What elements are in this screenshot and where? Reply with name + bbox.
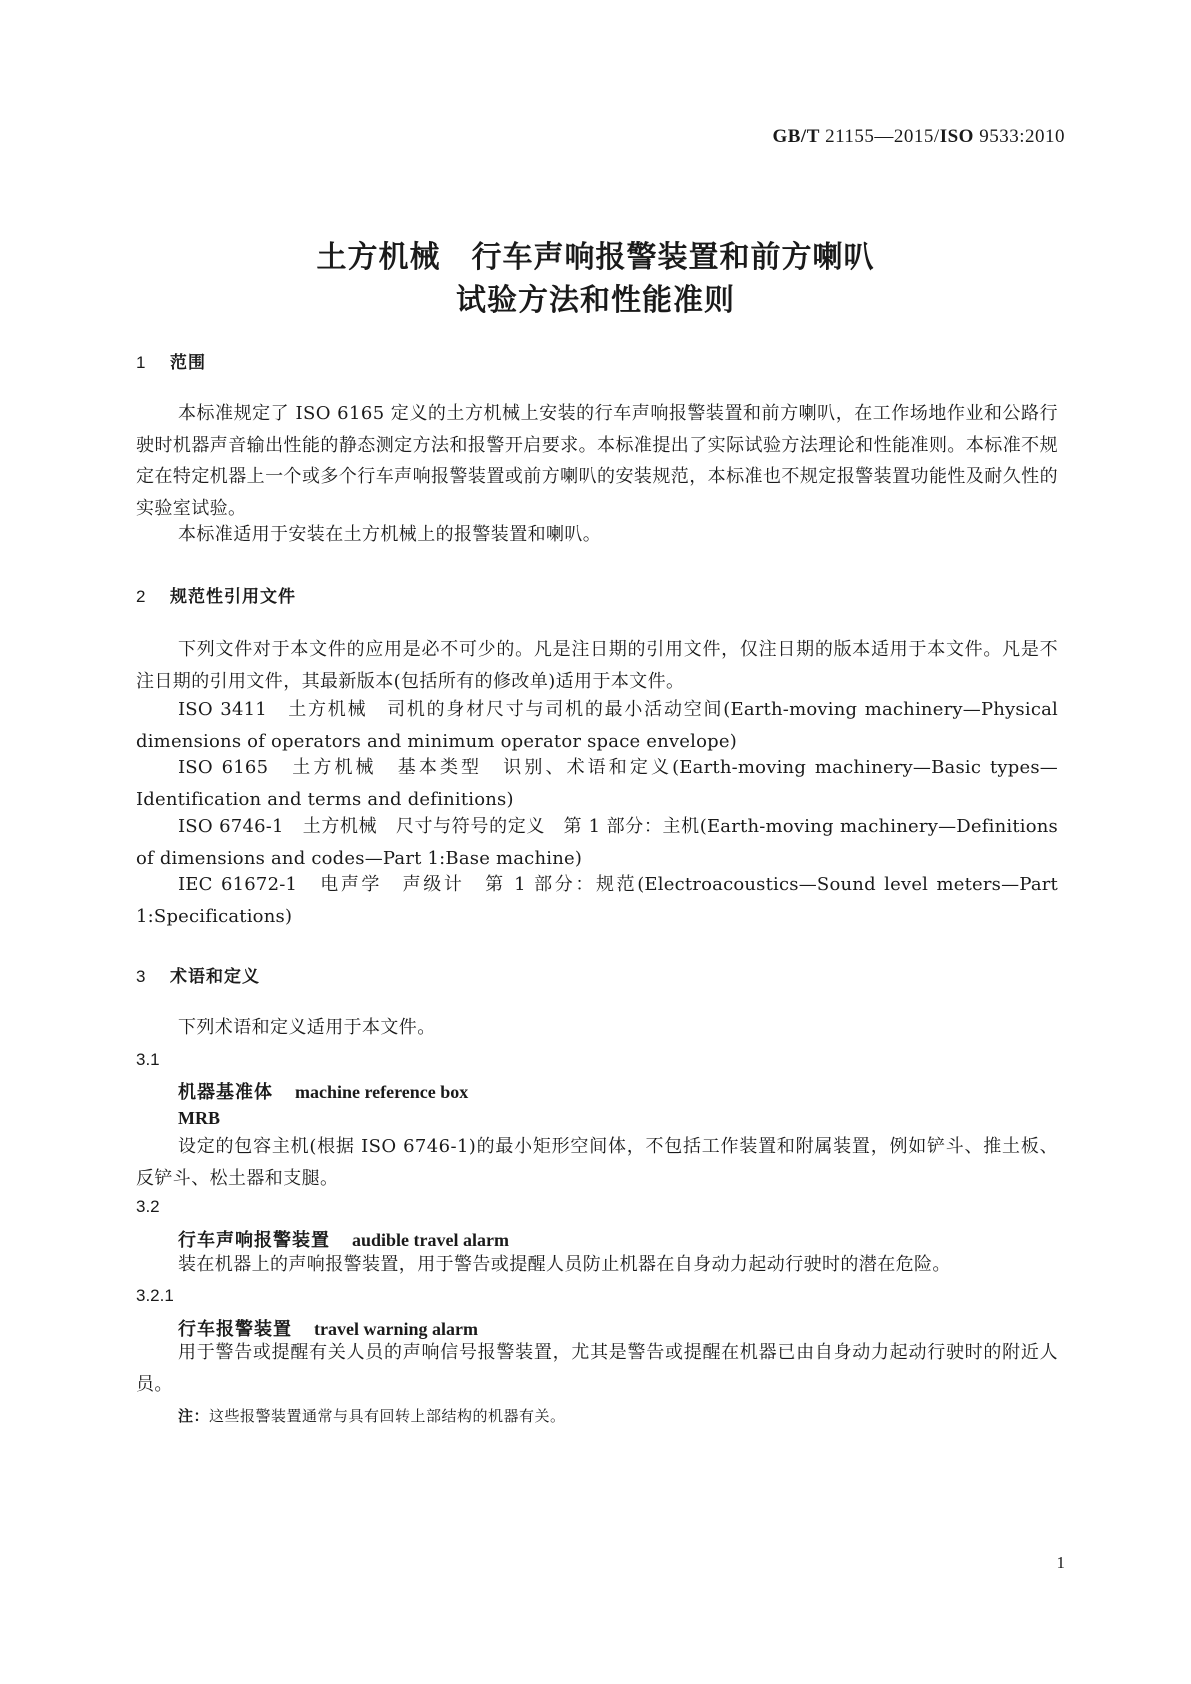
section-title: 规范性引用文件 [170,587,296,607]
reference-item: IEC 61672-1 电声学 声级计 第 1 部分：规范(Electroacoustics—Sound level meters—Part 1:Specifications) [136,874,1058,927]
term-english: machine reference box [295,1082,469,1102]
std-prefix: GB/T [772,126,820,147]
section-number: 1 [136,353,147,372]
section-2-paragraph-1: 下列文件对于本文件的应用是必不可少的。凡是注日期的引用文件，仅注日期的版本适用于本文件。凡是不注日期的引用文件，其最新版本(包括所有的修改单)适用于本文件。 [136,639,1058,692]
term-number: 3.1 [136,1050,160,1069]
term-chinese: 行车报警装置 [178,1319,292,1340]
title-line-1: 土方机械 行车声响报警装置和前方喇叭 [316,240,875,275]
section-3-heading [136,962,260,987]
title-line-2: 试验方法和性能准则 [456,283,735,318]
section-3-paragraph-1: 下列术语和定义适用于本文件。 [178,1017,436,1038]
std-suffix: 9533:2010 [973,126,1065,147]
section-1-heading [136,348,206,373]
page-number: 1 [1056,1553,1065,1572]
term-chinese: 行车声响报警装置 [178,1230,330,1251]
section-title: 术语和定义 [170,967,260,987]
term-number: 3.2.1 [136,1286,174,1305]
section-1-paragraph-2: 本标准适用于安装在土方机械上的报警装置和喇叭。 [178,524,602,545]
std-iso: ISO [939,126,974,147]
standard-number [772,126,1065,148]
term-definition: 用于警告或提醒有关人员的声响信号报警装置，尤其是警告或提醒在机器已由自身动力起动行驶时的附近人员。 [136,1342,1058,1395]
section-number: 2 [136,587,147,606]
term-english: audible travel alarm [352,1230,509,1250]
section-2-heading [136,582,296,607]
note-text: 这些报警装置通常与具有回转上部结构的机器有关。 [209,1407,566,1425]
term-chinese: 机器基准体 [178,1082,273,1103]
term-definition: 装在机器上的声响报警装置，用于警告或提醒人员防止机器在自身动力起动行驶时的潜在危险。 [178,1254,951,1275]
term-definition: 设定的包容主机(根据 ISO 6746-1)的最小矩形空间体，不包括工作装置和附属装置，例如铲斗、推土板、反铲斗、松土器和支腿。 [136,1136,1058,1189]
section-title: 范围 [170,353,206,373]
section-number: 3 [136,967,147,986]
std-mid: 21155—2015/ [819,126,940,147]
reference-item: ISO 3411 土方机械 司机的身材尺寸与司机的最小活动空间(Earth-moving machinery—Physical dimensions of operators and minimum operator space envelope) [136,699,1058,752]
note-label: 注： [178,1407,210,1425]
term-english: travel warning alarm [314,1319,478,1339]
term-abbreviation: MRB [178,1108,220,1128]
reference-item: ISO 6165 土方机械 基本类型 识别、术语和定义(Earth-moving machinery—Basic types—Identification and terms and definitions) [136,757,1058,810]
reference-item: ISO 6746-1 土方机械 尺寸与符号的定义 第 1 部分：主机(Earth-moving machinery—Definitions of dimensions and codes—Part 1:Base machine) [136,816,1058,869]
term-note [178,1405,566,1426]
term-heading [178,1078,468,1104]
section-1-paragraph-1: 本标准规定了 ISO 6165 定义的土方机械上安装的行车声响报警装置和前方喇叭，在工作场地作业和公路行驶时机器声音输出性能的静态测定方法和报警开启要求。本标准提出了实际试验方法理论和性能准则。本标准不规定在特定机器上一个或多个行车声响报警装置或前方喇叭的安装规范，本标准也不规定报警装置功能性及耐久性的实验室试验。 [136,403,1058,519]
term-number: 3.2 [136,1197,160,1216]
